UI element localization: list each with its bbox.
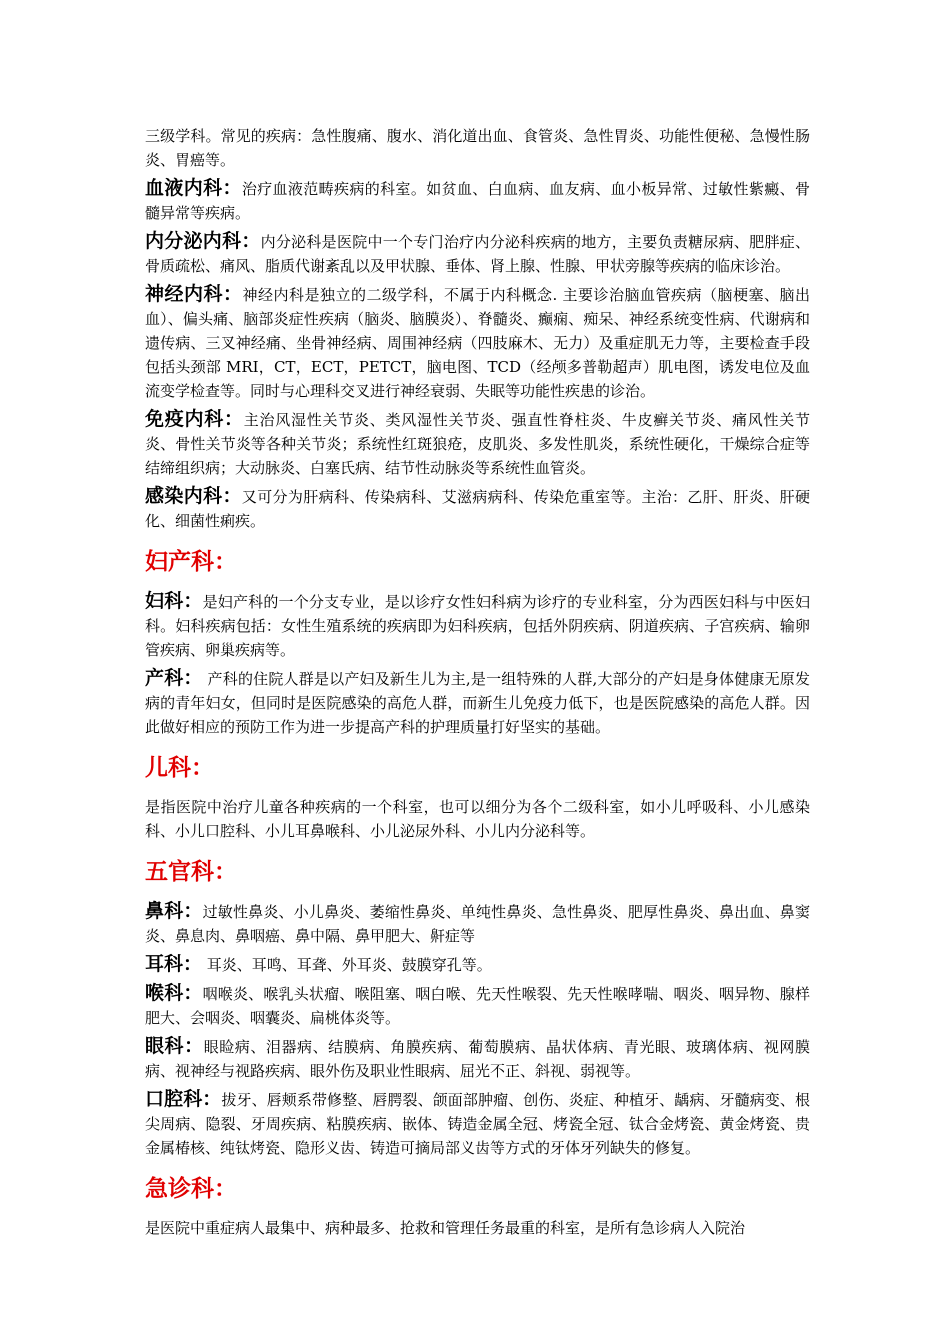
dept-obstetrics [145, 666, 810, 739]
dept-hematology [145, 176, 810, 225]
dept-heading: 感染内科： [145, 485, 242, 507]
dept-gynecology [145, 589, 810, 662]
dept-heading: 眼科： [145, 1035, 204, 1057]
dept-text: 耳炎、耳鸣、耳聋、外耳炎、鼓膜穿孔等。 [202, 956, 492, 974]
dept-text: 咽喉炎、喉乳头状瘤、喉阻塞、咽白喉、先天性喉裂、先天性喉哮喘、咽炎、咽异物、腺样肥大、会咽炎、咽囊炎、扁桃体炎等。 [145, 985, 810, 1027]
dept-nose [145, 899, 810, 948]
dept-immunology [145, 407, 810, 480]
document-page [145, 124, 810, 1244]
section-title-pediatrics: 儿科： [145, 755, 214, 781]
dept-heading: 血液内科： [145, 177, 242, 199]
dept-heading: 耳科： [145, 953, 203, 975]
emergency-text: 是医院中重症病人最集中、病种最多、抢救和管理任务最重的科室，是所有急诊病人入院治 [145, 1219, 746, 1237]
section-title-obgyn: 妇产科： [145, 549, 237, 575]
dept-heading: 鼻科： [145, 900, 203, 922]
intro-paragraph: 三级学科。常见的疾病：急性腹痛、腹水、消化道出血、食管炎、急性胃炎、功能性便秘、急慢性肠炎、胃癌等。 [145, 127, 810, 169]
dept-text: 是妇产科的一个分支专业，是以诊疗女性妇科病为诊疗的专业科室，分为西医妇科与中医妇科。妇科疾病包括：女性生殖系统的疾病即为妇科疾病，包括外阴疾病、阴道疾病、子宫疾病、输卵管疾病、卵巢疾病等。 [145, 593, 810, 659]
dept-endocrinology [145, 229, 810, 278]
dept-eye [145, 1034, 810, 1083]
dept-text: 又可分为肝病科、传染病科、艾滋病病科、传染危重室等。主治：乙肝、肝炎、肝硬化、细菌性痢疾。 [145, 488, 810, 530]
dept-heading: 内分泌内科： [145, 230, 261, 252]
dept-heading: 产科： [145, 667, 203, 689]
section-title-ent: 五官科： [145, 859, 237, 885]
dept-text: 神经内科是独立的二级学科，不属于内科概念. 主要诊治脑血管疾病（脑梗塞、脑出血）、偏头痛、脑部炎症性疾病（脑炎、脑膜炎）、脊髓炎、癫痫、痴呆、神经系统变性病、代谢病和遗传病、三叉神经痛、坐骨神经病、周围神经病（四肢麻木、无力）及重症肌无力等，主要检查手段包括头颈部 MRI，CT，ECT，PETCT，脑电图、TCD（经颅多普勒超声）肌电图，诱发电位及血流变学检查等。同时与心理科交叉进行神经衰弱、失眠等功能性疾患的诊治。 [145, 286, 810, 400]
dept-throat [145, 981, 810, 1030]
dept-heading: 免疫内科： [145, 408, 244, 430]
dept-text: 过敏性鼻炎、小儿鼻炎、萎缩性鼻炎、单纯性鼻炎、急性鼻炎、肥厚性鼻炎、鼻出血、鼻窦炎、鼻息肉、鼻咽癌、鼻中隔、鼻甲肥大、鼾症等 [145, 903, 810, 945]
dept-text: 产科的住院人群是以产妇及新生儿为主,是一组特殊的人群,大部分的产妇是身体健康无原发病的青年妇女，但同时是医院感染的高危人群，而新生儿免疫力低下，也是医院感染的高危人群。因此做好相应的预防工作为进一步提高产科的护理质量打好坚实的基础。 [145, 670, 810, 736]
dept-neurology [145, 282, 810, 403]
dept-heading: 妇科： [145, 590, 203, 612]
pediatrics-text: 是指医院中治疗儿童各种疾病的一个科室，也可以细分为各个二级科室，如小儿呼吸科、小儿感染科、小儿口腔科、小儿耳鼻喉科、小儿泌尿外科、小儿内分泌科等。 [145, 798, 810, 840]
dept-heading: 神经内科： [145, 283, 243, 305]
section-title-emergency: 急诊科： [145, 1176, 237, 1202]
dept-text: 主治风湿性关节炎、类风湿性关节炎、强直性脊柱炎、牛皮癣关节炎、痛风性关节炎、骨性关节炎等各种关节炎；系统性红斑狼疮，皮肌炎、多发性肌炎，系统性硬化，干燥综合症等结缔组织病；大动脉炎、白塞氏病、结节性动脉炎等系统性血管炎。 [145, 411, 810, 477]
internal-medicine-list [145, 176, 810, 533]
dept-text: 眼睑病、泪器病、结膜病、角膜疾病、葡萄膜病、晶状体病、青光眼、玻璃体病、视网膜病、视神经与视路疾病、眼外伤及职业性眼病、屈光不正、斜视、弱视等。 [145, 1038, 810, 1080]
dept-heading: 口腔科： [145, 1088, 222, 1110]
dept-infectious [145, 484, 810, 533]
dept-text: 拔牙、唇颊系带修整、唇腭裂、颌面部肿瘤、创伤、炎症、种植牙、龋病、牙髓病变、根尖周病、隐裂、牙周疾病、粘膜疾病、嵌体、铸造金属全冠、烤瓷全冠、钛合金烤瓷、黄金烤瓷、贵金属椿核、纯钛烤瓷、隐形义齿、铸造可摘局部义齿等方式的牙体牙列缺失的修复。 [145, 1091, 810, 1157]
dept-dental [145, 1087, 810, 1160]
dept-ear [145, 952, 810, 977]
dept-text: 治疗血液范畴疾病的科室。如贫血、白血病、血友病、血小板异常、过敏性紫癜、骨髓异常等疾病。 [145, 180, 810, 222]
dept-text: 内分泌科是医院中一个专门治疗内分泌科疾病的地方，主要负责糖尿病、肥胖症、骨质疏松、痛风、脂质代谢紊乱以及甲状腺、垂体、肾上腺、性腺、甲状旁腺等疾病的临床诊治。 [145, 233, 810, 275]
dept-heading: 喉科： [145, 982, 203, 1004]
